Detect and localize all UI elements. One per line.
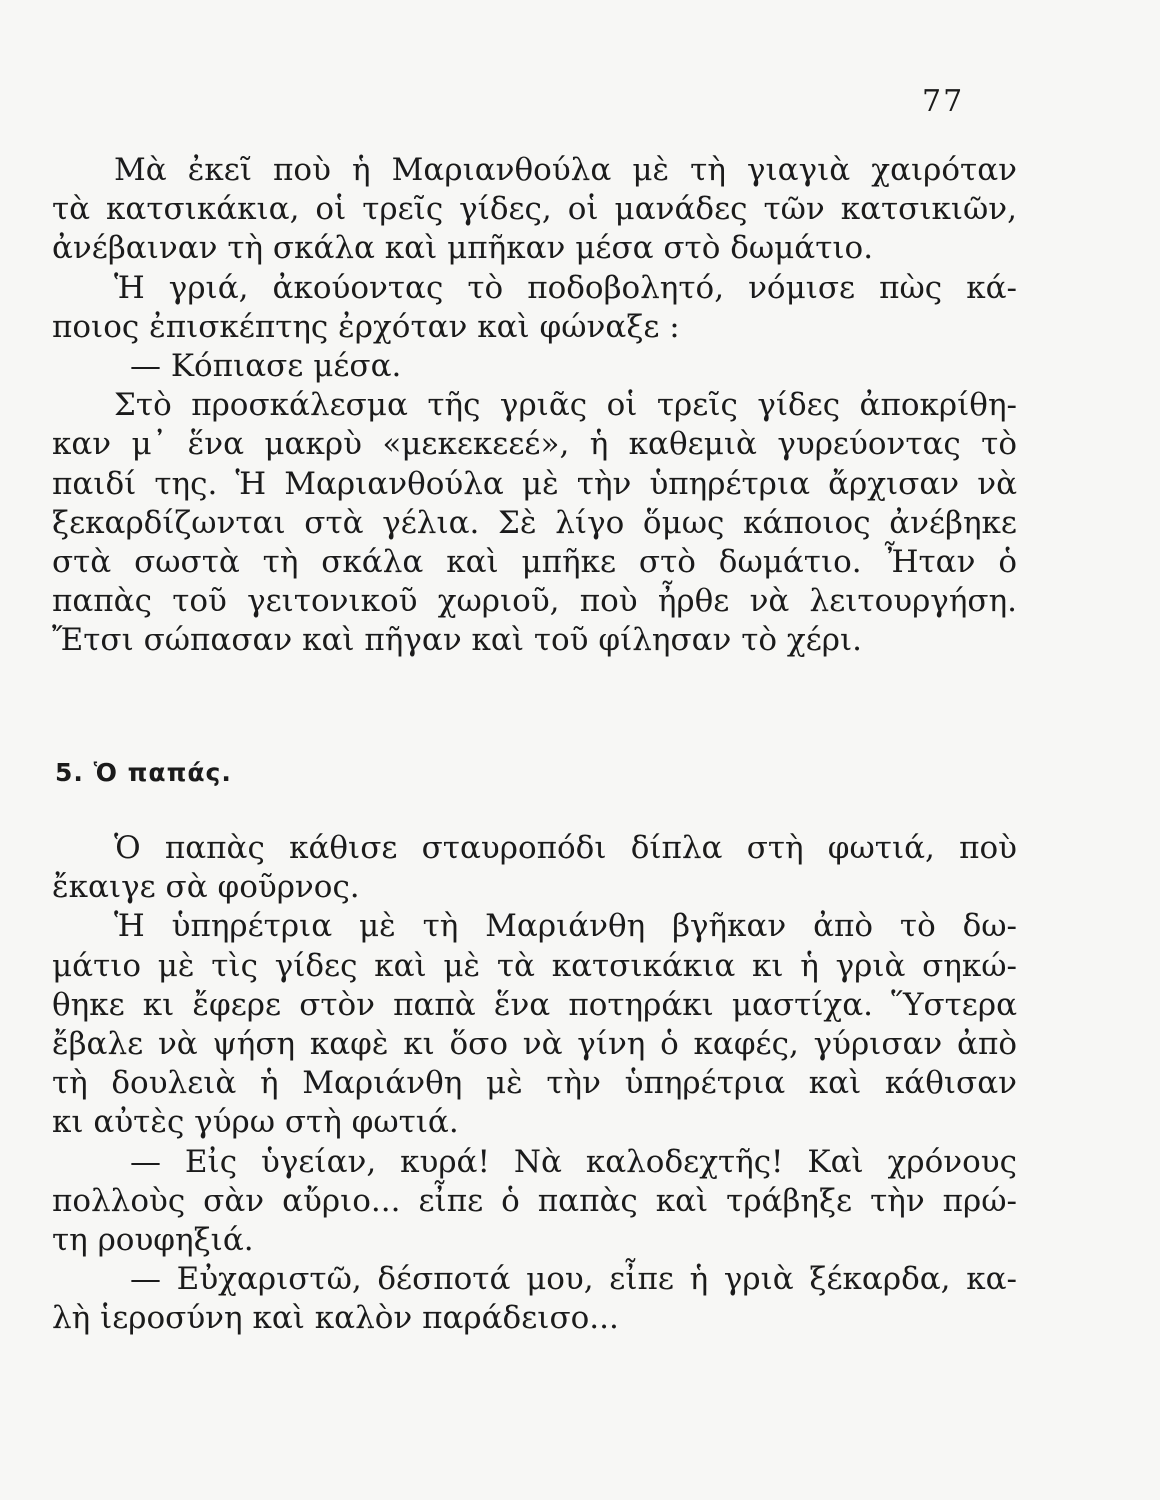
text-line: ποιος ἐπισκέπτης ἐρχόταν καὶ φώναξε : bbox=[52, 308, 680, 345]
text-line: στὰ σωστὰ τὴ σκάλα καὶ μπῆκε στὸ δωμάτιο. Ἦταν ὁ bbox=[52, 543, 1017, 580]
text-line: — Εἰς ὑγείαν, κυρά! Νὰ καλοδεχτῆς! Καὶ χρόνους bbox=[130, 1143, 1017, 1180]
text-line: καν μ᾽ ἕνα μακρὺ «μεκεκεεέ», ἡ καθεμιὰ γυρεύοντας τὸ bbox=[52, 426, 1017, 463]
text-line: — Εὐχαριστῶ, δέσποτά μου, εἶπε ἡ γριὰ ξέκαρδα, κα- bbox=[130, 1261, 1017, 1298]
text-line: μάτιο μὲ τὶς γίδες καὶ μὲ τὰ κατσικάκια κι ἡ γριὰ σηκώ- bbox=[52, 947, 1017, 984]
text-line: τὰ κατσικάκια, οἱ τρεῖς γίδες, οἱ μανάδες τῶν κατσικιῶν, bbox=[52, 191, 1017, 228]
text-line: Ἡ γριά, ἀκούοντας τὸ ποδοβολητό, νόμισε πὼς κά- bbox=[114, 269, 1017, 306]
text-line: Στὸ προσκάλεσμα τῆς γριᾶς οἱ τρεῖς γίδες ἀποκρίθη- bbox=[114, 387, 1017, 424]
text-line: Ἔτσι σώπασαν καὶ πῆγαν καὶ τοῦ φίλησαν τὸ χέρι. bbox=[52, 622, 862, 659]
text-line: τη ρουφηξιά. bbox=[52, 1221, 254, 1258]
text-line: Ὁ παπὰς κάθισε σταυροπόδι δίπλα στὴ φωτιά, ποὺ bbox=[114, 830, 1017, 866]
text-line: — Κόπιασε μέσα. bbox=[130, 347, 402, 384]
text-line: ξεκαρδίζωνται στὰ γέλια. Σὲ λίγο ὅμως κάποιος ἀνέβηκε bbox=[52, 504, 1017, 541]
text-line: λὴ ἱεροσύνη καὶ καλὸν παράδεισο... bbox=[52, 1300, 619, 1337]
text-line: Ἡ ὑπηρέτρια μὲ τὴ Μαριάνθη βγῆκαν ἀπὸ τὸ δω- bbox=[114, 908, 1017, 945]
text-line: παιδί της. Ἡ Μαριανθούλα μὲ τὴν ὑπηρέτρια ἄρχισαν νὰ bbox=[52, 465, 1017, 502]
text-line: τὴ δουλειὰ ἡ Μαριάνθη μὲ τὴν ὑπηρέτρια καὶ κάθισαν bbox=[52, 1065, 1017, 1102]
section-heading: 5. Ὁ παπάς. bbox=[55, 758, 232, 787]
text-block-top bbox=[52, 151, 1017, 660]
text-line: θηκε κι ἔφερε στὸν παπὰ ἕνα ποτηράκι μαστίχα. Ὕστερα bbox=[52, 986, 1017, 1023]
text-line: πολλοὺς σὰν αὔριο... εἶπε ὁ παπὰς καὶ τράβηξε τὴν πρώ- bbox=[52, 1182, 1017, 1219]
text-block-bottom bbox=[52, 829, 1017, 1338]
text-line: κι αὐτὲς γύρω στὴ φωτιά. bbox=[52, 1104, 459, 1141]
text-line: ἔβαλε νὰ ψήση καφὲ κι ὅσο νὰ γίνη ὁ καφές, γύρισαν ἀπὸ bbox=[52, 1025, 1017, 1062]
text-line: παπὰς τοῦ γειτονικοῦ χωριοῦ, ποὺ ἦρθε νὰ λειτουργήση. bbox=[52, 583, 1017, 620]
page-number: 77 bbox=[922, 84, 965, 119]
text-line: ἀνέβαιναν τὴ σκάλα καὶ μπῆκαν μέσα στὸ δωμάτιο. bbox=[52, 230, 874, 267]
text-line: ἔκαιγε σὰ φοῦρνος. bbox=[52, 869, 360, 906]
text-line: Μὰ ἐκεῖ ποὺ ἡ Μαριανθούλα μὲ τὴ γιαγιὰ χαιρόταν bbox=[114, 152, 1017, 188]
